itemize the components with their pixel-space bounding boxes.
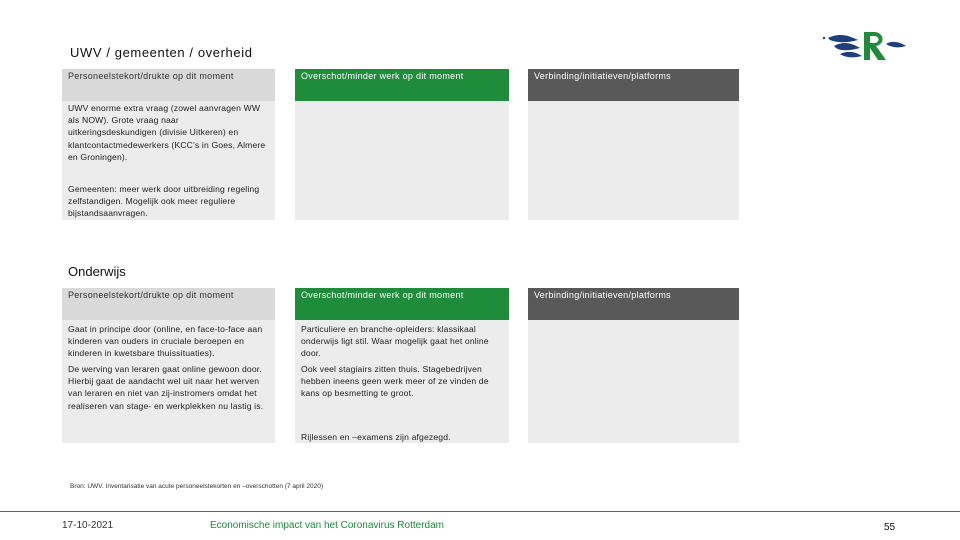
onderwijs-col2-paragraph: Ook veel stagiairs zitten thuis. Stagebedrijven hebben ineens geen werk meer of ze vinden de kans op besmetting te groot. [301,364,489,399]
section-title-onderwijs: Onderwijs [68,264,126,279]
uwv-col3-header-label: Verbinding/initiatieven/platforms [528,69,739,101]
uwv-col1-header-label: Personeelstekort/drukte op dit moment [62,69,275,101]
uwv-col1-paragraph: Gemeenten: meer werk door uitbreiding regeling zelfstandigen. Mogelijk ook meer reguliere bijstandsaanvragen. [68,184,260,219]
onderwijs-col3-header [528,288,739,320]
onderwijs-col2-paragraph: Rijlessen en –examens zijn afgezegd. [301,432,451,442]
rotterdam-logo-icon [820,26,910,66]
onderwijs-col3-header-label: Verbinding/initiatieven/platforms [528,288,739,320]
footer-title: Economische impact van het Coronavirus Rotterdam [210,520,444,531]
footer-divider [0,511,960,512]
onderwijs-col1-paragraph: De werving van leraren gaat online gewoon door. Hierbij gaat de aandacht wel uit naar het werven van leraren en niet van zij-instromers omdat het realiseren van stage- en werkplekken nu lastig is. [68,364,264,411]
uwv-col3-body [528,101,739,220]
onderwijs-col2-header-label: Overschot/minder werk op dit moment [295,288,509,320]
onderwijs-col3-body [528,320,739,443]
onderwijs-col2-paragraph: Particuliere en branche-opleiders: klassikaal onderwijs ligt stil. Waar mogelijk gaat het online door. [301,324,489,359]
source-note: Bron: UWV. Inventarisatie van acute personeelstekorten en –overschotten (7 april 2020) [70,483,324,490]
uwv-col1-header [62,69,275,101]
page-number: 55 [884,522,896,533]
uwv-col3-header [528,69,739,101]
onderwijs-col2-header [295,288,509,320]
section-title-uwv: UWV / gemeenten / overheid [70,45,253,60]
uwv-col2-header [295,69,509,101]
onderwijs-col1-header [62,288,275,320]
uwv-col2-header-label: Overschot/minder werk op dit moment [295,69,509,101]
uwv-col2-body [295,101,509,220]
onderwijs-col1-paragraph: Gaat in principe door (online, en face-to-face aan kinderen van ouders in cruciale beroepen en kinderen in kwetsbare thuissituaties). [68,324,263,359]
footer-date: 17-10-2021 [62,520,114,531]
onderwijs-col1-header-label: Personeelstekort/drukte op dit moment [62,288,275,320]
uwv-col1-paragraph: UWV enorme extra vraag (zowel aanvragen WW als NOW). Grote vraag naar uitkeringsdeskundigen (divisie Uitkeren) en klantcontactmedewerkers (KCC’s in Goes, Almere en Groningen). [68,103,266,162]
